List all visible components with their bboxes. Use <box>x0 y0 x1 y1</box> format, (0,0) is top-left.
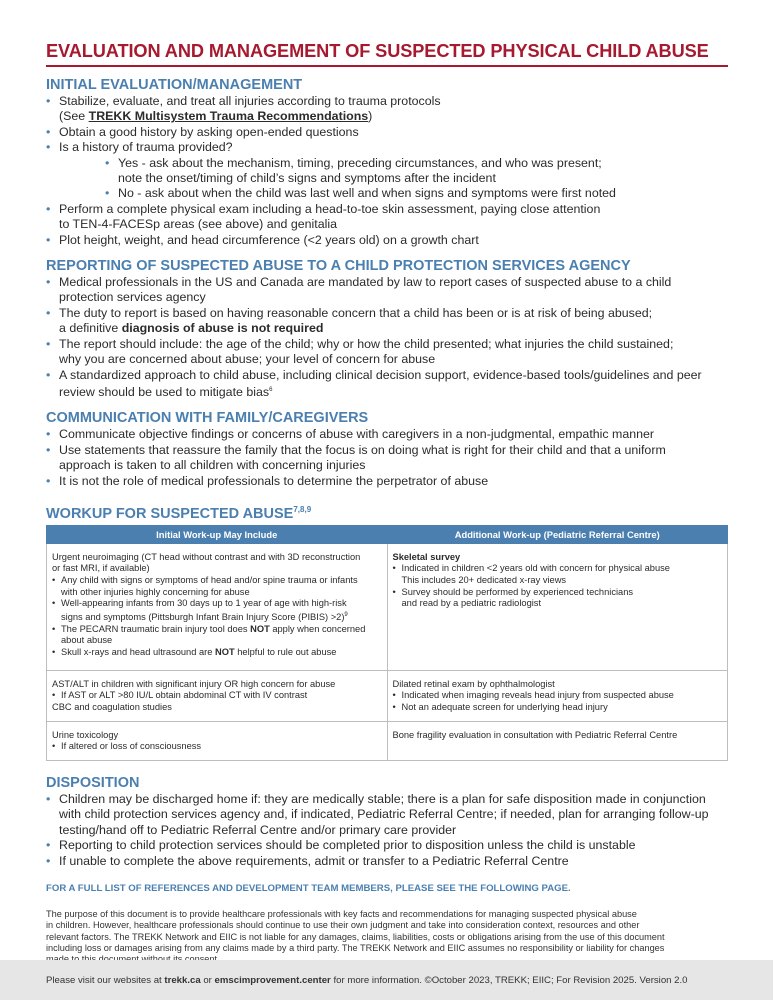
reporting-heading: REPORTING OF SUSPECTED ABUSE TO A CHILD PROTECTION SERVICES AGENCY <box>46 258 631 275</box>
page-title: EVALUATION AND MANAGEMENT OF SUSPECTED PHYSICAL CHILD ABUSE <box>46 40 728 67</box>
table-cell: Urine toxicology • If altered or loss of consciousness <box>47 721 388 760</box>
workup-section <box>46 501 728 761</box>
table-cell: Dilated retinal exam by ophthalmologist • Indicated when imaging reveals head injury from suspected abuse • Not an adequate screen for underlying head injury <box>387 670 728 721</box>
document-page <box>46 40 728 965</box>
initial-heading: INITIAL EVALUATION/MANAGEMENT <box>46 77 303 93</box>
list-item: • Not an adequate screen for underlying head injury <box>393 702 723 714</box>
table-cell: AST/ALT in children with significant injury OR high concern for abuse • If AST or ALT >80 IU/L obtain abdominal CT with IV contrast CBC and coagulation studies <box>47 670 388 721</box>
list-item: • Use statements that reassure the family that the focus is on doing what is right for their child and that a uniform approach is taken to all children with concerning injuries <box>46 443 728 474</box>
list-item: • If altered or loss of consciousness <box>52 741 382 753</box>
list-item: • Medical professionals in the US and Canada are mandated by law to report cases of suspected abuse to a child protection services agency <box>46 275 728 306</box>
list-item: • Any child with signs or symptoms of head and/or spine trauma or infants with other injuries highly concerning for abuse <box>52 575 382 598</box>
page-footer <box>0 960 773 1000</box>
list-item: • If AST or ALT >80 IU/L obtain abdominal CT with IV contrast <box>52 690 382 702</box>
sub-list <box>59 156 728 202</box>
communication-heading: COMMUNICATION WITH FAMILY/CAREGIVERS <box>46 410 369 427</box>
list-item: • Children may be discharged home if: they are medically stable; there is a plan for safe disposition made in conjunction with child protection services agency and, if indicated, Pediatric Referral Centre; if needed, plan for arranging follow-up testing/hand off to Pediatric Referral Centre and/or primary care provider <box>46 792 728 838</box>
list-item: • Obtain a good history by asking open-ended questions <box>46 125 728 140</box>
workup-heading: WORKUP FOR SUSPECTED ABUSE$^{7,8,9}$ <box>46 505 312 522</box>
col-header-additional: Additional Work-up (Pediatric Referral Centre) <box>387 525 728 543</box>
list-item: • Well-appearing infants from 30 days up to 1 year of age with high-risk signs and symptoms (Pittsburgh Infant Brain Injury Score (PIBIS) >2)$^9$ <box>52 598 382 623</box>
list-item: • Indicated when imaging reveals head injury from suspected abuse <box>393 690 723 702</box>
disposition-section <box>46 775 728 869</box>
sub-item: • No - ask about when the child was last well and when signs and symptoms were first noted <box>105 186 728 201</box>
communication-section <box>46 410 728 489</box>
trauma-recommendations-link[interactable]: TREKK Multisystem Trauma Recommendations <box>88 109 369 124</box>
list-item: • It is not the role of medical professionals to determine the perpetrator of abuse <box>46 474 728 489</box>
initial-list <box>46 94 728 248</box>
initial-evaluation-section <box>46 77 728 248</box>
disposition-heading: DISPOSITION <box>46 774 140 791</box>
list-item: • Is a history of trauma provided? • Yes - ask about the mechanism, timing, preceding circumstances, and who was present; note the onset/timing of child’s signs and symptoms after the incident • No - ask about when the child was last well and when signs and symptoms were first noted <box>46 140 728 202</box>
list-item: • Indicated in children <2 years old with concern for physical abuse This includes 20+ dedicated x-ray views <box>393 563 723 586</box>
references-note: FOR A FULL LIST OF REFERENCES AND DEVELOPMENT TEAM MEMBERS, PLEASE SEE THE FOLLOWING PAGE. <box>46 882 571 894</box>
footer-text: Please visit our websites at trekk.ca or emscimprovement.center for more information. ©October 2023, TREKK; EIIC; For Revision 2025. Version 2.0 <box>46 975 688 986</box>
table-row <box>47 670 728 721</box>
trekk-link[interactable]: trekk.ca <box>164 975 201 986</box>
list-item: • The report should include: the age of the child; why or how the child presented; what injuries the child sustained; why you are concerned about abuse; your level of concern for abuse <box>46 337 728 368</box>
list-item: • Skull x-rays and head ultrasound are NOT helpful to rule out abuse <box>52 647 382 659</box>
reporting-list <box>46 275 728 400</box>
table-cell: Urgent neuroimaging (CT head without contrast and with 3D reconstruction or fast MRI, if available) • Any child with signs or symptoms of head and/or spine trauma or infants with other injuries highly concerning for abuse • Well-appearing infants from 30 days up to 1 year of age with high-risk signs and symptoms (Pittsburgh Infant Brain Injury Score (PIBIS) >2)$^9$ • The PECARN traumatic brain injury tool does NOT apply when concerned about abuse • Skull x-rays and head ultrasound are NOT helpful to rule out abuse <box>47 543 388 670</box>
list-item: • Perform a complete physical exam including a head-to-toe skin assessment, paying close attention to TEN-4-FACESp areas (see above) and genitalia <box>46 202 728 233</box>
col-header-initial: Initial Work-up May Include <box>47 525 388 543</box>
sub-item: • Yes - ask about the mechanism, timing, preceding circumstances, and who was present; note the onset/timing of child’s signs and symptoms after the incident <box>105 156 728 187</box>
communication-list <box>46 427 728 489</box>
reporting-section <box>46 258 728 400</box>
list-item: • Stabilize, evaluate, and treat all injuries according to trauma protocols (See TREKK Multisystem Trauma Recommendations) <box>46 94 728 125</box>
list-item: • If unable to complete the above requirements, admit or transfer to a Pediatric Referral Centre <box>46 854 728 869</box>
table-row <box>47 543 728 670</box>
list-item: • Communicate objective findings or concerns of abuse with caregivers in a non-judgmental, empathic manner <box>46 427 728 442</box>
list-item: • The PECARN traumatic brain injury tool does NOT apply when concerned about abuse <box>52 624 382 647</box>
list-item: • Survey should be performed by experienced technicians and read by a pediatric radiologist <box>393 587 723 610</box>
workup-table <box>46 525 728 761</box>
list-item: • A standardized approach to child abuse, including clinical decision support, evidence-based tools/guidelines and peer review should be used to mitigate bias$^6$ <box>46 368 728 401</box>
list-item: • Plot height, weight, and head circumference (<2 years old) on a growth chart <box>46 233 728 248</box>
list-item: • The duty to report is based on having reasonable concern that a child has been or is at risk of being abused; a definitive diagnosis of abuse is not required <box>46 306 728 337</box>
table-cell: Bone fragility evaluation in consultation with Pediatric Referral Centre <box>387 721 728 760</box>
table-cell: Skeletal survey • Indicated in children <2 years old with concern for physical abuse This includes 20+ dedicated x-ray views • Survey should be performed by experienced technicians and read by a pediatric radiologist <box>387 543 728 670</box>
emsc-link[interactable]: emscimprovement.center <box>214 975 331 986</box>
list-item: • Reporting to child protection services should be completed prior to disposition unless the child is unstable <box>46 838 728 853</box>
disposition-list <box>46 792 728 869</box>
disclaimer: The purpose of this document is to provide healthcare professionals with key facts and recommendations for managing suspected physical abuse in children. However, healthcare professionals should continue to use their own judgment and take into consideration context, resources and other relevant factors. The TREKK Network and EIIC is not liable for any damages, claims, liabilities, costs or obligations arising from the use of this document including loss or damages arising from any claims made by a third party. The TREKK Network and EIIC assumes no responsibility or liability for changes <box>46 908 665 953</box>
table-row <box>47 721 728 760</box>
